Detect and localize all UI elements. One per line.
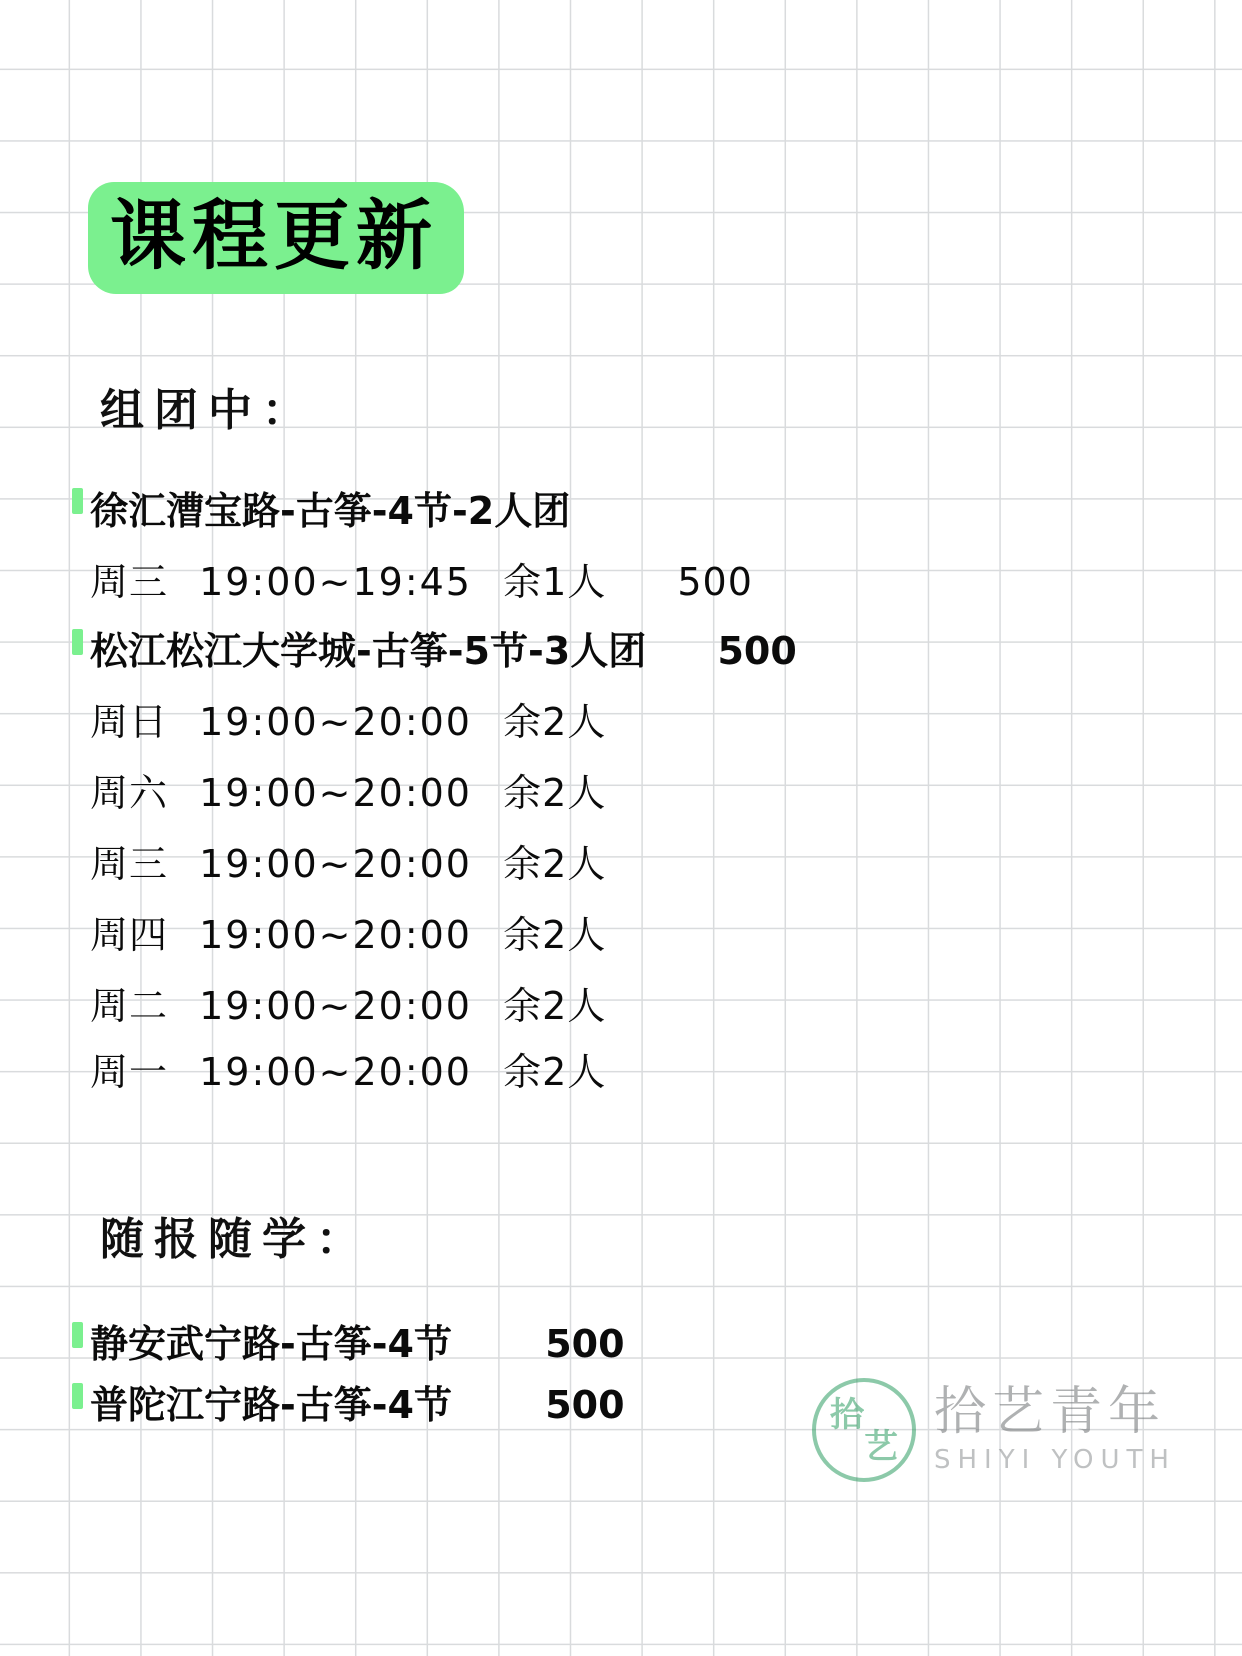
course-title-text: 普陀江宁路-古筝-4节 xyxy=(90,1383,452,1427)
course-title xyxy=(90,1374,625,1429)
bullet-marker xyxy=(72,488,83,514)
page-title: 课程更新 xyxy=(110,191,438,280)
slot-time: 19:00~20:00 xyxy=(199,700,472,744)
course-slot xyxy=(90,691,606,746)
course-slot xyxy=(90,975,606,1030)
section-heading-dropin: 随报随学： xyxy=(100,1214,370,1265)
course-slot xyxy=(90,1041,606,1096)
course-slot xyxy=(90,762,606,817)
title-highlight-block xyxy=(88,182,464,294)
course-price: 500 xyxy=(545,1383,625,1427)
course-title: 徐汇漕宝路-古筝-4节-2人团 xyxy=(90,489,571,533)
page-title-wrapper xyxy=(88,182,464,294)
slot-remaining: 余2人 xyxy=(503,913,607,957)
brand-logo-char-1: 拾 xyxy=(830,1395,864,1435)
slot-day: 周三 xyxy=(90,560,169,604)
brand-subtitle: SHIYI YOUTH xyxy=(934,1445,1176,1476)
course-title-text: 松江松江大学城-古筝-5节-3人团 xyxy=(90,629,647,673)
slot-time: 19:00~20:00 xyxy=(199,1050,472,1094)
slot-time: 19:00~20:00 xyxy=(199,984,472,1028)
bullet-marker xyxy=(72,1383,83,1409)
section-heading-group: 组团中： xyxy=(100,385,316,436)
course-slot xyxy=(90,833,606,888)
slot-remaining: 余2人 xyxy=(503,1050,607,1094)
slot-day: 周日 xyxy=(90,700,169,744)
slot-remaining: 余2人 xyxy=(503,771,607,815)
slot-day: 周六 xyxy=(90,771,169,815)
slot-remaining: 余2人 xyxy=(503,700,607,744)
course-price: 500 xyxy=(545,1322,625,1366)
brand-logo-icon xyxy=(812,1378,916,1482)
slot-time: 19:00~20:00 xyxy=(199,913,472,957)
brand-title: 拾艺青年 xyxy=(934,1381,1167,1442)
course-title-text: 静安武宁路-古筝-4节 xyxy=(90,1322,452,1366)
slot-time: 19:00~20:00 xyxy=(199,842,472,886)
slot-remaining: 余2人 xyxy=(503,842,607,886)
bullet-marker xyxy=(72,1322,83,1348)
slot-day: 周三 xyxy=(90,842,169,886)
slot-time: 19:00~19:45 xyxy=(199,560,472,604)
brand-text xyxy=(934,1381,1176,1476)
slot-day: 周二 xyxy=(90,984,169,1028)
brand-watermark xyxy=(812,1378,1176,1482)
slot-day: 周一 xyxy=(90,1050,169,1094)
course-title xyxy=(90,1313,625,1368)
slot-remaining: 余2人 xyxy=(503,984,607,1028)
course-price: 500 xyxy=(717,629,797,673)
course-slot xyxy=(90,551,753,606)
bullet-marker xyxy=(72,629,83,655)
slot-remaining: 余1人 xyxy=(503,560,607,604)
course-title xyxy=(90,620,797,675)
slot-price: 500 xyxy=(677,560,753,604)
slot-day: 周四 xyxy=(90,913,169,957)
slot-time: 19:00~20:00 xyxy=(199,771,472,815)
course-slot xyxy=(90,904,606,959)
brand-logo-char-2: 艺 xyxy=(864,1427,898,1467)
